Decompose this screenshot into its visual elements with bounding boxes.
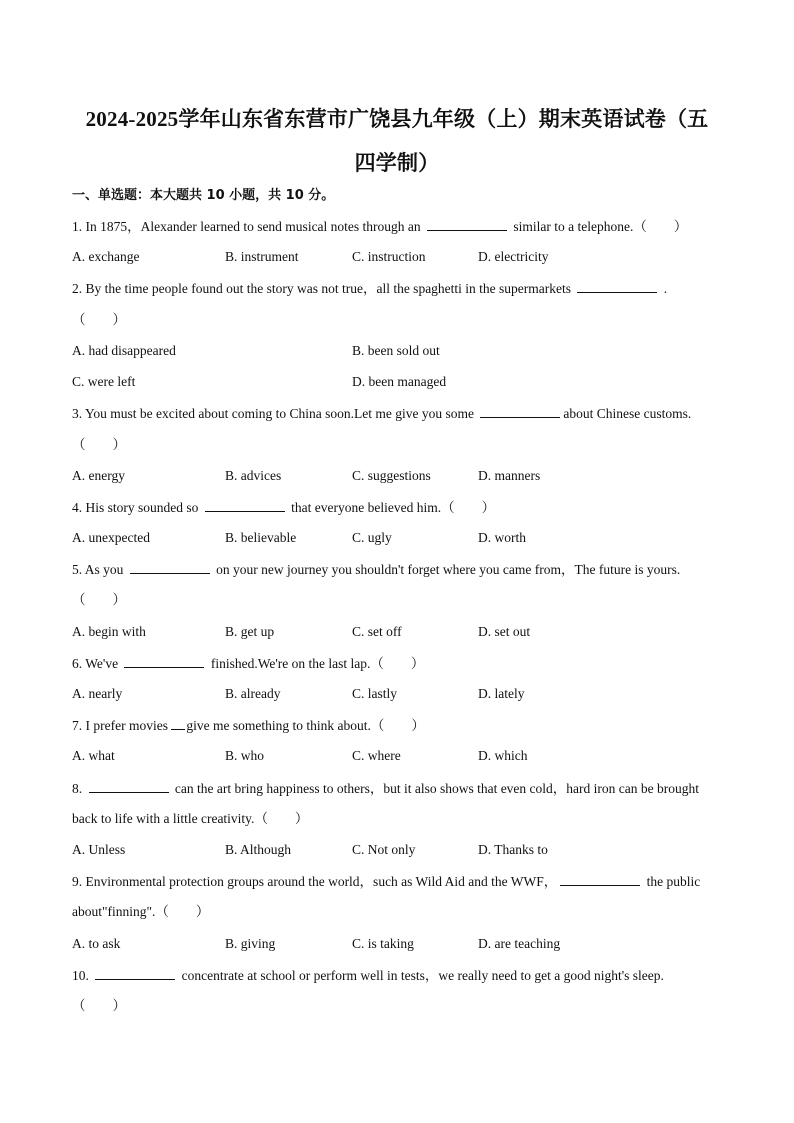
option-d: D. are teaching — [478, 936, 561, 951]
question-9-line-2: about"finning".（ ） — [72, 904, 210, 919]
question-8: 8. can the art bring happiness to others，but it also shows that even cold，hard iron can be brought — [72, 778, 699, 799]
answer-blank — [130, 559, 210, 574]
option-a: A. energy — [72, 468, 125, 483]
option-c: C. ugly — [352, 530, 392, 545]
answer-blank — [89, 778, 169, 793]
option-b: B. instrument — [225, 249, 299, 264]
question-3-paren: （ ） — [72, 437, 126, 452]
question-5-paren: （ ） — [72, 592, 126, 607]
option-b: B. been sold out — [352, 343, 440, 358]
question-5: 5. As you on your new journey you shouldn't forget where you came from，The future is yours. — [72, 559, 680, 580]
option-d: D. been managed — [352, 374, 447, 389]
option-b: B. get up — [225, 624, 275, 639]
option-d: D. worth — [478, 530, 526, 545]
title-line-2: 四学制） — [354, 151, 440, 175]
question-9: 9. Environmental protection groups around the world，such as Wild Aid and the WWF， the public — [72, 871, 700, 892]
title-line-1: 2024-2025学年山东省东营市广饶县九年级（上）期末英语试卷（五 — [85, 107, 709, 131]
option-a: A. exchange — [72, 249, 140, 264]
option-d: D. set out — [478, 624, 531, 639]
option-c: C. suggestions — [352, 468, 431, 483]
option-b: B. Although — [225, 842, 292, 857]
answer-blank — [427, 216, 507, 231]
option-c: C. where — [352, 748, 401, 763]
question-6: 6. We've finished.We're on the last lap.（ ） — [72, 653, 424, 674]
question-2-paren: （ ） — [72, 312, 126, 327]
option-d: D. lately — [478, 686, 525, 701]
option-a: A. to ask — [72, 936, 121, 951]
option-b: B. advices — [225, 468, 282, 483]
section-heading: 一、单选题：本大题共 10 小题，共 10 分。 — [72, 188, 335, 203]
answer-blank — [95, 965, 175, 980]
option-c: C. were left — [72, 374, 136, 389]
question-1: 1. In 1875，Alexander learned to send musical notes through an similar to a telephone.（ ） — [72, 216, 687, 237]
option-a: A. begin with — [72, 624, 146, 639]
option-d: D. Thanks to — [478, 842, 548, 857]
option-c: C. Not only — [352, 842, 416, 857]
answer-blank — [171, 715, 185, 730]
option-d: D. which — [478, 748, 528, 763]
answer-blank — [205, 497, 285, 512]
answer-blank — [577, 278, 657, 293]
question-10-paren: （ ） — [72, 998, 126, 1013]
question-10: 10. concentrate at school or perform well in tests，we really need to get a good night's sleep. — [72, 965, 664, 986]
answer-blank — [560, 871, 640, 886]
exam-title — [60, 97, 734, 185]
option-d: D. manners — [478, 468, 541, 483]
option-a: A. had disappeared — [72, 343, 176, 358]
option-d: D. electricity — [478, 249, 549, 264]
option-c: C. instruction — [352, 249, 426, 264]
question-7: 7. I prefer movies give me something to think about.（ ） — [72, 715, 425, 736]
option-c: C. is taking — [352, 936, 414, 951]
question-4: 4. His story sounded so that everyone believed him.（ ） — [72, 497, 495, 518]
answer-blank — [124, 653, 204, 668]
option-a: A. what — [72, 748, 115, 763]
option-b: B. giving — [225, 936, 276, 951]
option-a: A. nearly — [72, 686, 123, 701]
option-a: A. Unless — [72, 842, 126, 857]
option-c: C. set off — [352, 624, 402, 639]
question-3: 3. You must be excited about coming to China soon.Let me give you some about Chinese customs. — [72, 403, 691, 424]
option-b: B. already — [225, 686, 281, 701]
option-a: A. unexpected — [72, 530, 150, 545]
option-c: C. lastly — [352, 686, 398, 701]
option-b: B. who — [225, 748, 265, 763]
question-2: 2. By the time people found out the story was not true，all the spaghetti in the supermarkets . — [72, 278, 667, 299]
answer-blank — [480, 403, 560, 418]
question-8-line-2: back to life with a little creativity.（ ） — [72, 811, 309, 826]
option-b: B. believable — [225, 530, 297, 545]
